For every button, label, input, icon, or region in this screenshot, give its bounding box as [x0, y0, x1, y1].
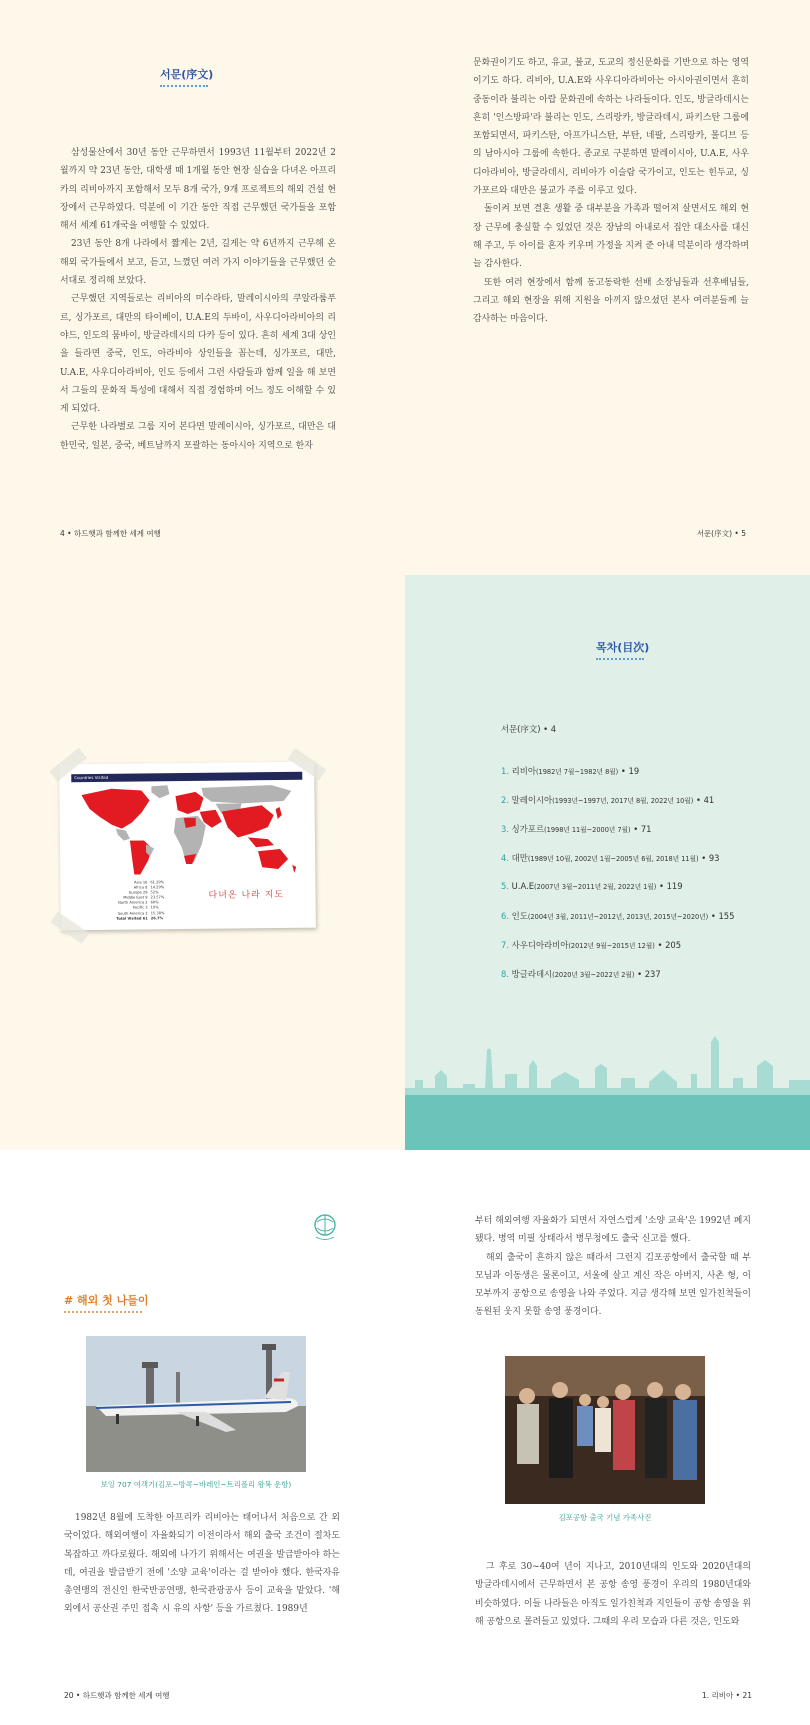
stats-row: Africa 8 14.29%	[133, 885, 165, 890]
preface-heading: 서문(序文)	[160, 66, 213, 87]
toc-page	[405, 575, 810, 1150]
spread-map-toc	[0, 575, 810, 1150]
map-caption: 다녀온 나라 지도	[208, 889, 285, 901]
spread-libya	[0, 1150, 810, 1725]
page-folio-left: 4 • 하드햇과 함께한 세계 여행	[60, 529, 161, 538]
preface-body-left	[60, 144, 336, 455]
map-header: Countries Visited	[71, 772, 302, 782]
stats-row: North America 2 60%	[118, 900, 159, 906]
toc-item-saudi[interactable]: 7. 사우디아라비아(2012년 9월~2015년 12월) • 205	[501, 940, 682, 950]
globe-icon	[312, 1212, 338, 1242]
toc-item-preface[interactable]: 서문(序文) • 4	[501, 724, 557, 734]
paragraph: 근무한 나라별로 그룹 지어 본다면 말레이시아, 싱가포르, 대만은 대한민국, 일본, 중국, 베트남까지 포괄하는 동아시아 지역으로 한자	[60, 422, 336, 451]
page-20	[0, 1150, 405, 1725]
world-map	[71, 781, 303, 879]
airplane-photo	[86, 1336, 306, 1472]
paragraph: 그 후로 30~40여 년이 지나고, 2010년대의 인도와 2020년대의 방글라데시에서 근무하면서 본 공항 송영 풍경이 우리의 1980년대와 비슷하였다. 이들 나라들은 아직도 일가친척과 지인들이 공항 송영을 위해 공항으로 몰려들고 있었다. 그때의 우리 모습과 다른 것은, 인도와	[475, 1562, 751, 1627]
toc-item-libya[interactable]: 1. 리비아(1982년 7월~1982년 8월) • 19	[501, 766, 640, 776]
paragraph: 삼성물산에서 30년 동안 근무하면서 1993년 11월부터 2022년 2월까지 약 23년 동안, 대학생 때 1개월 동안 현장 실습을 다녀온 아프리카의 리비아까지 포함해서 모두 8개 국가, 9개 프로젝트의 해외 건설 현장에서 근무하였다. 덕분에 이 기간 동안 직접 근무했던 국가들을 포함해서 세계 61개국을 여행할 수 있었다.	[60, 148, 336, 232]
heading-underline	[160, 85, 208, 87]
page-5	[405, 0, 810, 575]
title-underline	[64, 1311, 142, 1313]
paragraph: 문화권이기도 하고, 유교, 불교, 도교의 정신문화를 기반으로 하는 영역이기도 하다. 리비아, U.A.E와 사우디아라비아는 아시아권이면서 흔히 중동이라 불리는 아랍 문화권에 속하는 나라들이다. 인도, 방글라데시는 흔히 '인스방파'라 불리는 인도, 스리랑카, 방글라데시, 파키스탄 그룹에 포함되면서, 파키스탄, 아프가니스탄, 부탄, 네팔, 스리랑카, 몰디브 등의 남아시아 그룹에 속한다. 종교로 구분하면 말레이시아, U.A.E, 사우디아라비아, 방글라데시, 리비아가 이슬람 국가이고, 인도는 힌두교, 싱가포르와 대만은 불교가 주를 이루고 있다.	[473, 58, 749, 197]
preface-body-right	[473, 54, 749, 328]
toc-item-taiwan[interactable]: 4. 대만(1989년 10월, 2002년 1월~2005년 6월, 2018년 11월) • 93	[501, 853, 720, 863]
family-photo	[505, 1356, 705, 1504]
libya-body-right-bottom	[475, 1558, 751, 1631]
page-4	[0, 0, 405, 575]
toc-item-uae[interactable]: 5. U.A.E(2007년 3월~2011년 2월, 2022년 1월) • 119	[501, 881, 683, 891]
toc-list	[501, 575, 801, 979]
map-stats	[105, 880, 164, 921]
tape-bottom-left	[51, 912, 90, 944]
map-russia	[201, 785, 291, 804]
toc-heading: 목차(目次)	[596, 639, 649, 660]
city-skyline-illustration	[405, 1030, 810, 1150]
spread-preface	[0, 0, 810, 575]
airplane-photo-caption: 보잉 707 여객기(김포~방콕~바레인~트리폴리 왕복 운항)	[100, 1480, 292, 1489]
paragraph: 해외 출국이 흔하지 않은 때라서 그런지 김포공항에서 출국할 때 부모님과 이동생은 물론이고, 서울에 살고 계신 작은 아버지, 사촌 형, 이모부까지 공항으로 송영을 나와 주었다. 지금 생각해 보면 일가친척들이 동원된 웃지 못할 송영 풍경이다.	[475, 1252, 751, 1318]
family-photo-caption: 김포공항 출국 기념 가족사진	[558, 1513, 652, 1522]
libya-body-left	[64, 1509, 340, 1619]
page-21	[405, 1150, 810, 1725]
paragraph: 23년 동안 8개 나라에서 짧게는 2년, 길게는 약 6년까지 근무해 온 해외 국가들에서 보고, 듣고, 느꼈던 여러 가지 이야기들을 근무했던 순서대로 정리해 보았다.	[60, 239, 336, 287]
paragraph: 1982년 8월에 도착한 아프리카 리비아는 태어나서 처음으로 간 외국이었다. 해외여행이 자율화되기 이전이라서 해외 출국 조건이 절차도 복잡하고 까다로웠다. 해외에 나가기 위해서는 여권을 발급받아야 하는데, 여권을 발급받기 전에 '소양 교육'이라는 걸 받아야 했다. 한국자유총연맹의 전신인 한국반공연맹, 한국관광공사 등이 교육을 맡았다. '해외에서 공산권 주민 접촉 시 유의 사항' 등을 가르쳤다. 1989년	[64, 1513, 340, 1615]
section-title: # 해외 첫 나들이	[64, 1292, 148, 1313]
page-folio-right: 1. 리비아 • 21	[701, 1691, 752, 1700]
stats-row: Asia 16 61.29%	[134, 880, 165, 885]
paragraph: 부터 해외여행 자율화가 되면서 자연스럽게 '소양 교육'은 1992년 폐지됐다. 병역 미필 상태라서 병무청에도 출국 신고를 했다.	[475, 1216, 751, 1245]
world-map-photo	[59, 762, 316, 931]
page-folio-right: 서문(序文) • 5	[696, 529, 746, 538]
stats-row: Europe 29 52%	[129, 890, 159, 895]
paragraph: 또한 여러 현장에서 함께 동고동락한 선배 소장님들과 선후배님들, 그리고 해외 현장을 위해 지원을 아끼지 않으셨던 본사 여러분들께 늘 감사하는 마음이다.	[473, 277, 749, 325]
stats-row: Middle East 9 23.57%	[123, 895, 165, 900]
paragraph: 근무했던 지역들로는 리비아의 미수라타, 말레이시아의 쿠알라룸푸르, 싱가포르, 대만의 타이베이, U.A.E의 두바이, 사우디아라비아의 리야드, 인도의 뭄바이, 방글라데시의 다카 등이 있다. 흔히 세계 3대 상인을 들라면 중국, 인도, 아라비아 상인들을 꼽는데, 싱가포르, 대만, U.A.E, 사우디아라비아, 인도 등에서 그런 사람들과 함께 일을 해 보면서 그들의 문화적 특성에 대해서 직접 경험하며 어느 정도 이해할 수 있게 되었다.	[60, 294, 336, 415]
paragraph: 돌이켜 보면 결혼 생활 중 대부분을 가족과 떨어져 살면서도 해외 현장 근무에 충실할 수 있었던 것은 장남의 아내로서 집안 대소사를 대신해 주고, 두 아이를 혼자 키우며 가정을 지켜 준 아내 덕분이라 생각하며 늘 감사한다.	[473, 204, 749, 270]
page-folio-left: 20 • 하드햇과 함께한 세계 여행	[64, 1691, 170, 1700]
stats-row: Pacific 2 10%	[132, 905, 159, 911]
toc-item-bangladesh[interactable]: 8. 방글라데시(2020년 3월~2022년 2월) • 237	[501, 969, 661, 979]
toc-item-malaysia[interactable]: 2. 말레이시아(1993년~1997년, 2017년 8월, 2022년 10월) • 41	[501, 795, 715, 805]
libya-body-right-top	[475, 1212, 751, 1322]
map-page	[0, 575, 405, 1150]
toc-item-singapore[interactable]: 3. 싱가포르(1998년 11월~2000년 7월) • 71	[501, 824, 652, 834]
stats-row-total: Total Visited 61 26.7%	[116, 915, 164, 921]
toc-item-india[interactable]: 6. 인도(2004년 3월, 2011년~2012년, 2013년, 2015년~2020년) • 155	[501, 911, 735, 921]
stats-row: South America 2 15.38%	[117, 910, 165, 916]
